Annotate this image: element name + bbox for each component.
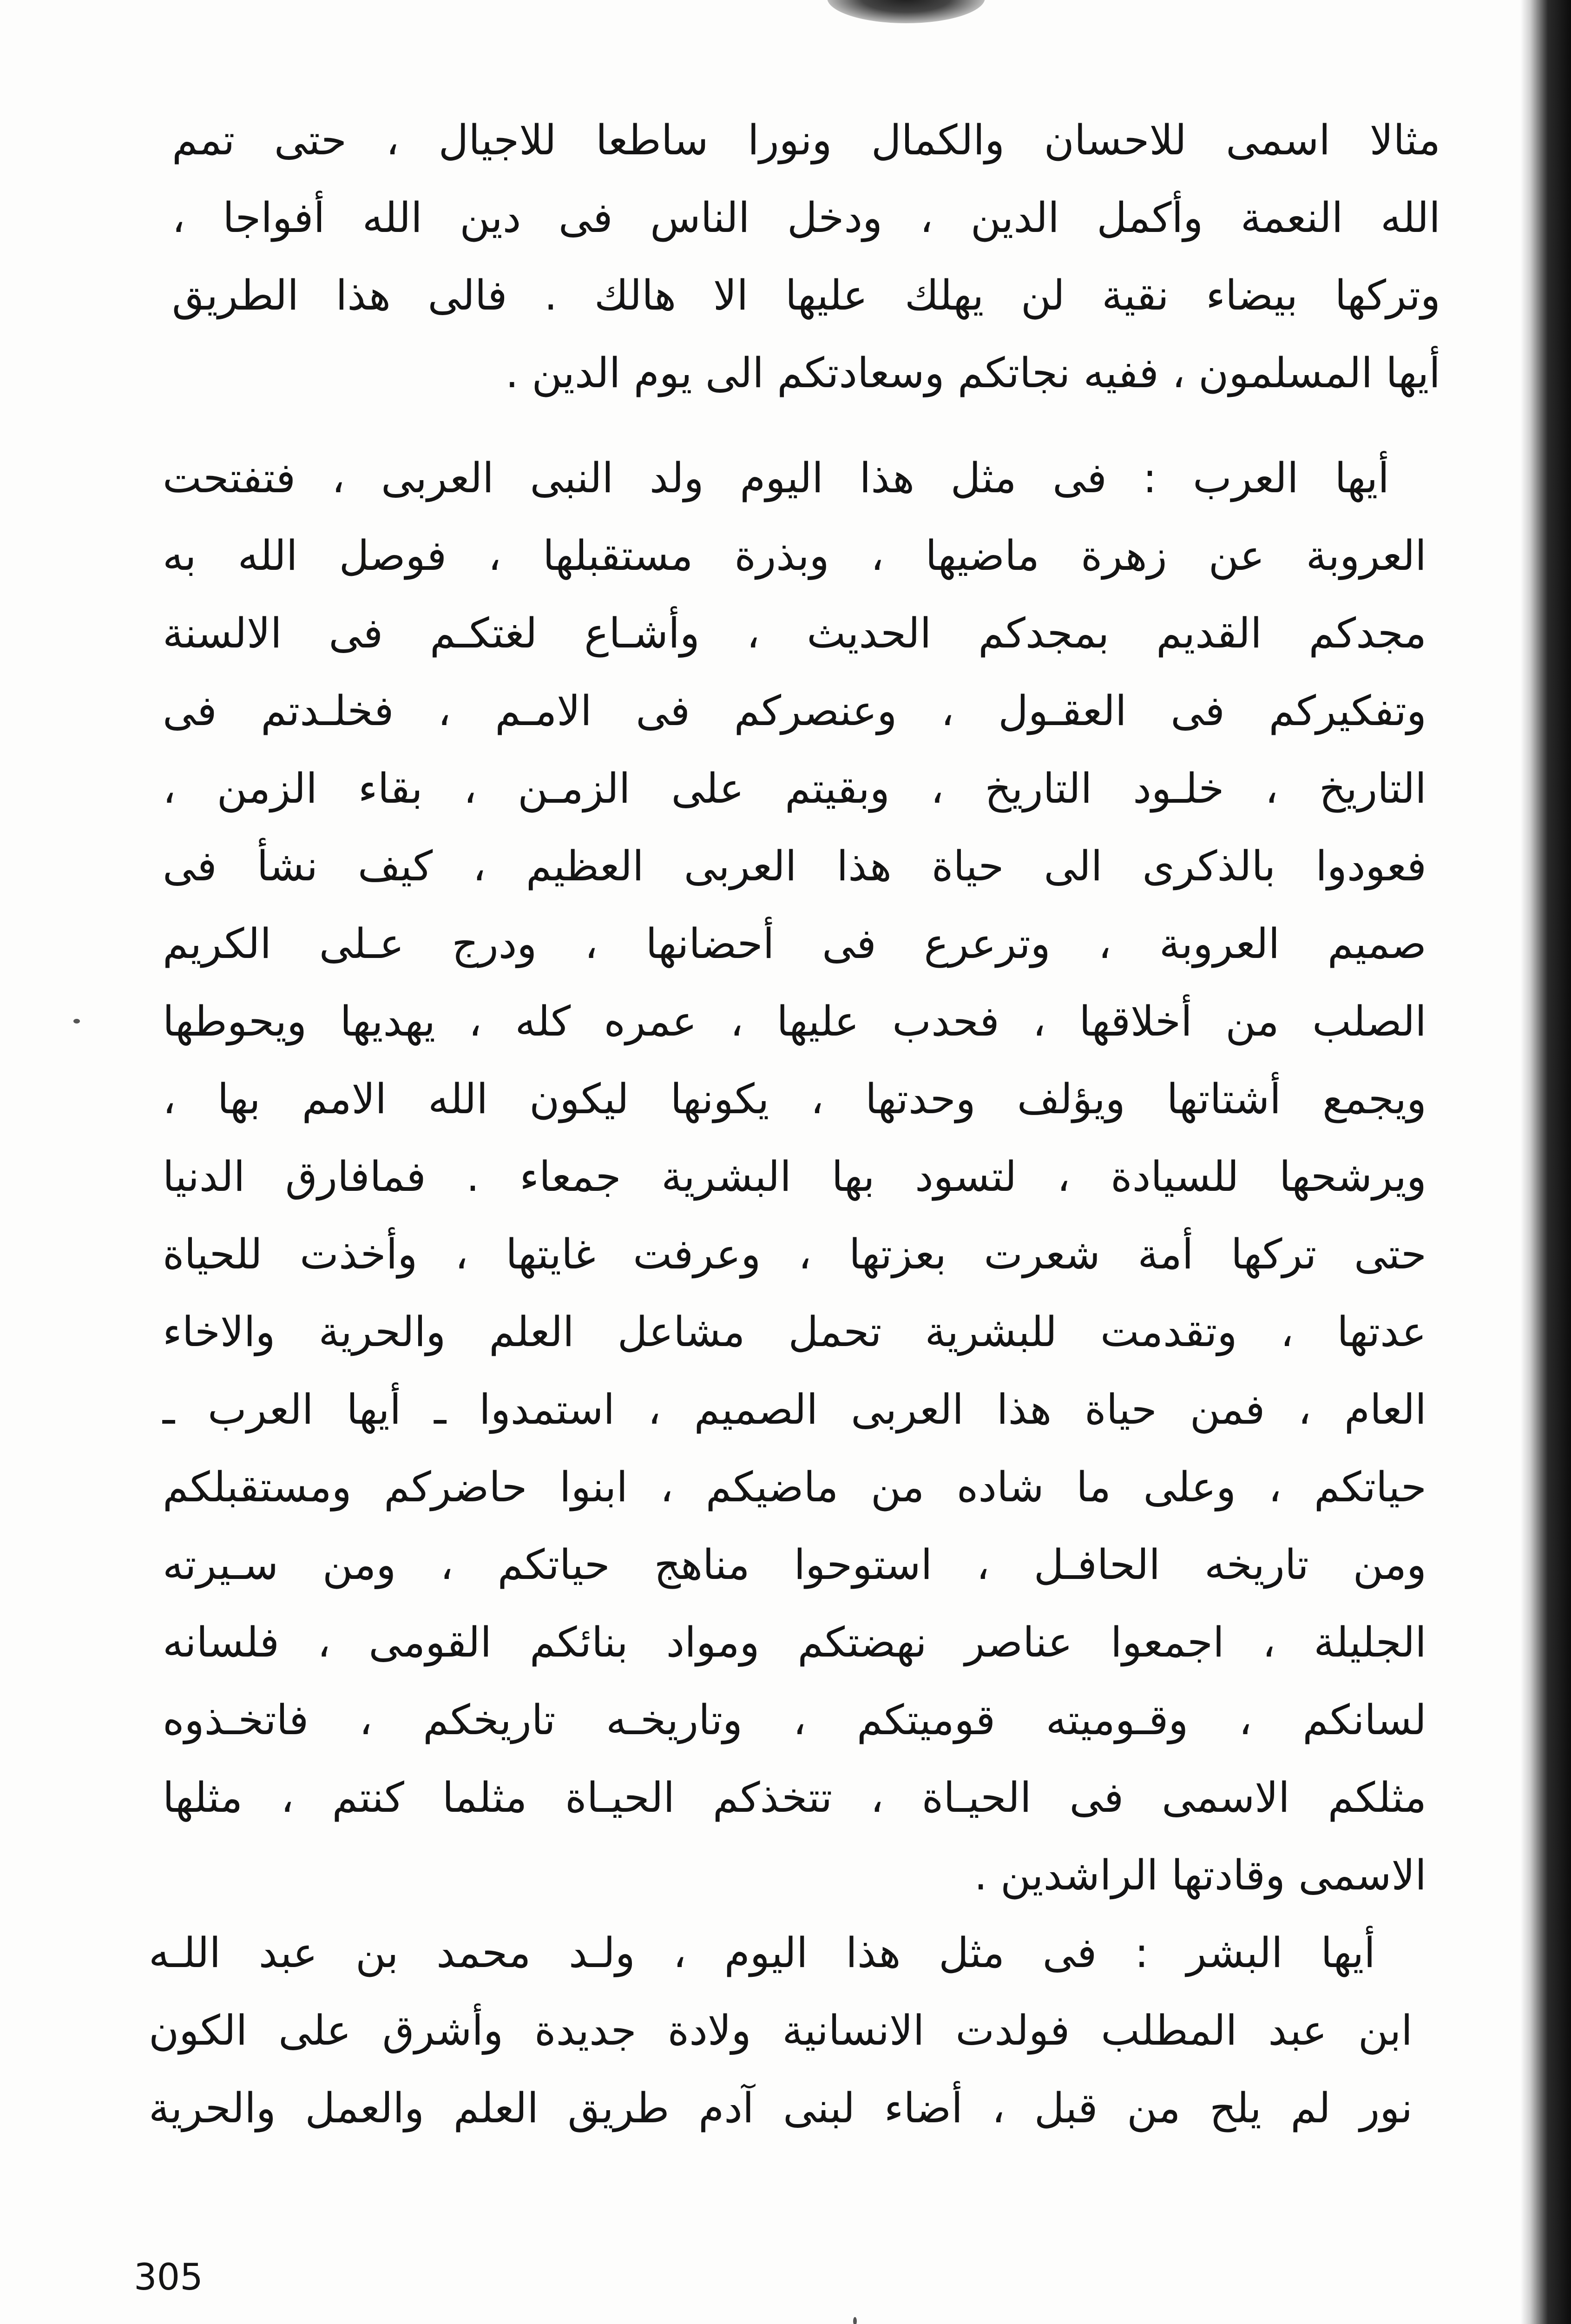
- text-line: وتفكيركم فى العقـول ، وعنصركم فى الامـم ، فخلـدتم فى: [163, 687, 1426, 735]
- paragraph-2: [163, 439, 1426, 1914]
- text-line: مثلكم الاسمى فى الحيـاة ، تتخذكم الحيـاة مثلما كنتم ، مثلها: [163, 1773, 1426, 1822]
- text-line: نور لم يلح من قبل ، أضاء لبنى آدم طريق العلم والعمل والحرية: [149, 2084, 1413, 2132]
- text-line: العروبة عن زهرة ماضيها ، وبذرة مستقبلها ، فوصل الله به: [163, 531, 1426, 580]
- text-line: مجدكم القديم بمجدكم الحديث ، وأشـاع لغتكـم فى الالسنة: [163, 609, 1426, 657]
- text-line: وتركها بيضاء نقية لن يهلك عليها الا هالك . فالى هذا الطريق: [172, 271, 1440, 319]
- text-line: ومن تاريخه الحافـل ، استوحوا مناهج حياتكم ، ومن سـيرته: [163, 1540, 1426, 1589]
- text-line: أيها البشر : فى مثل هذا اليوم ، ولـد محمد بن عبد اللـه: [149, 1928, 1375, 1977]
- text-line: أيها المسلمون ، ففيه نجاتكم وسعادتكم الى يوم الدين .: [505, 349, 1440, 397]
- text-line: عدتها ، وتقدمت للبشرية تحمل مشاعل العلم والحرية والاخاء: [163, 1307, 1426, 1356]
- text-line: أيها العرب : فى مثل هذا اليوم ولد النبى العربى ، فتفتحت: [163, 454, 1389, 502]
- text-line: حياتكم ، وعلى ما شاده من ماضيكم ، ابنوا حاضركم ومستقبلكم: [163, 1463, 1426, 1511]
- text-line: ابن عبد المطلب فولدت الانسانية ولادة جديدة وأشرق على الكون: [149, 2006, 1413, 2054]
- text-line: مثالا اسمى للاحسان والكمال ونورا ساطعا للاجيال ، حتى تمم: [172, 116, 1440, 164]
- text-line: التاريخ ، خلـود التاريخ ، وبقيتم على الزمـن ، بقاء الزمن ،: [163, 764, 1426, 812]
- text-line: صميم العروبة ، وترعرع فى أحضانها ، ودرج عـلى الكريم: [163, 919, 1426, 968]
- paragraph-3: [149, 1914, 1413, 2147]
- text-line: الصلب من أخلاقها ، فحدب عليها ، عمره كله ، يهديها ويحوطها: [163, 997, 1426, 1045]
- text-line: الله النعمة وأكمل الدين ، ودخل الناس فى دين الله أفواجا ،: [172, 193, 1440, 242]
- text-line: العام ، فمن حياة هذا العربى الصميم ، استمدوا ـ أيها العرب ـ: [163, 1385, 1426, 1433]
- text-line: ويجمع أشتاتها ويؤلف وحدتها ، يكونها ليكون الله الامم بها ،: [163, 1075, 1426, 1123]
- text-line: حتى تركها أمة شعرت بعزتها ، وعرفت غايتها ، وأخذت للحياة: [163, 1230, 1426, 1278]
- scan-speck: [853, 2317, 857, 2324]
- text-line: الاسمى وقادتها الراشدين .: [974, 1851, 1426, 1899]
- scan-speck: [73, 1019, 80, 1023]
- text-line: ويرشحها للسيادة ، لتسود بها البشرية جمعاء . فمافارق الدنيا: [163, 1152, 1426, 1201]
- text-line: لسانكم ، وقـوميته قوميتكم ، وتاريخـه تاريخكم ، فاتخـذوه: [163, 1696, 1426, 1744]
- page-number: 305: [134, 2257, 203, 2298]
- paragraph-1: [172, 101, 1440, 412]
- text-line: فعودوا بالذكرى الى حياة هذا العربى العظيم ، كيف نشأ فى: [163, 842, 1426, 890]
- scan-smudge: [827, 0, 985, 23]
- book-binding-edge: [1520, 0, 1571, 2324]
- text-line: الجليلة ، اجمعوا عناصر نهضتكم ومواد بنائكم القومى ، فلسانه: [163, 1618, 1426, 1666]
